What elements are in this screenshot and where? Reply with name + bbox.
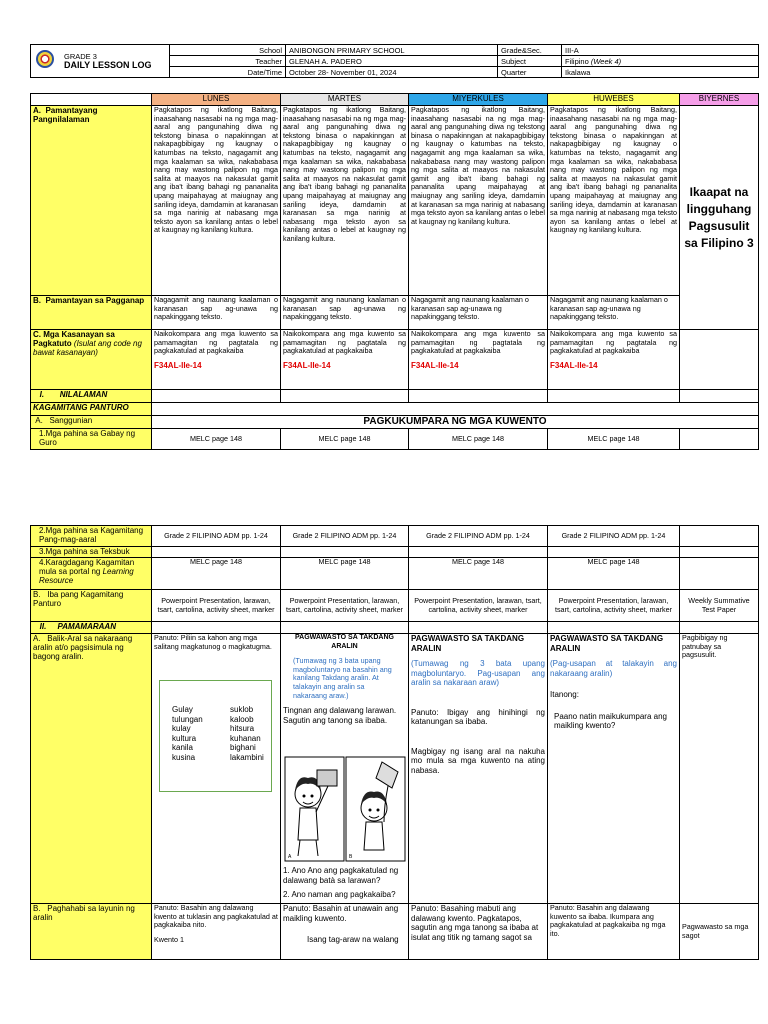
- two-kids-comic-image: [284, 756, 406, 862]
- row-label-balik-aral: A. Balik-Aral sa nakaraang aralin at/o pagsisimula ng bagong aralin.: [31, 634, 152, 904]
- lesson-table-1: [30, 93, 759, 450]
- pangnilalaman-martes: Pagkatapos ng ikatlong Baitang, inaasahang nasasabi na ng mga mag-aaral ang pangunahing diwa ng tekstong binasa o napakinngan at nakapagbibigay ng kaugnay o katumbas na teksto, nagagamit ang mga kaalaman sa wika, nakababasa nang may wastong palipon ng mga salita at maayos na nakasulat gamit ang iba't ibang bahagi ng pananalita upang maipahayag at maiugnay ang sariling ideya, damdamin at karanasan sa mga narinig at nabasang mga teksto ayon sa kanilang antas o lebel at kaugnay ng kanilang kultura.: [281, 106, 409, 296]
- lr-martes: MELC page 148: [281, 558, 409, 590]
- gabay-lunes: MELC page 148: [152, 429, 281, 450]
- balik-aral-miyerkules: PAGWAWASTO SA TAKDANG ARALIN (Tumawag ng 3 bata upang magboluntaryo. Pag-usapan ang aralin sa nakaraan araw) Panuto: Ibigay ang hinihingi ng katanungan sa ibaba. Magbigay ng isang aral na nakuha mo mula sa mga kuwento na ating nabasa.: [409, 634, 548, 904]
- row-label-paghahabi: B. Paghahabi sa layunin ng aralin: [31, 904, 152, 960]
- row-label-iba-pang-kagamitan: B. Iba pang Kagamitang Panturo: [31, 590, 152, 622]
- row-label-sanggunian: A. Sanggunian: [31, 416, 152, 429]
- words-right: suklob kaloob hitsura kuhanan bighani lakambini: [230, 705, 264, 762]
- section-pamamaraan: II. PAMAMARAAN: [31, 622, 152, 634]
- paghahabi-biyernes: Pagwawasto sa mga sagot: [680, 904, 759, 960]
- pangnilalaman-miyerkules: Pagkatapos ng ikatlong Baitang, inaasahang nasasabi na ng mga mag-aaral ang pangunahing diwa ng tekstong binasa o napakinngan at nakapagbibigay ng kaugnay o katumbas na teksto, nagagamit ang mga kaalaman sa wika, nakababasa nang may wastong palipon ng mga salita at maayos na nakasulat gamit ang iba't ibang bahagi ng pananalita upang maipahayag at maiugnay ang sariling ideya, damdamin at karanasan sa mga narinig at nabasang mga teksto ayon sa kanilang antas o lebel at kaugnay ng kanilang kultura.: [409, 106, 548, 296]
- balik-aral-lunes: Panuto: Piliin sa kahon ang mga salitang magkatunog o magkatugma. Gulay tulungan kulay kultura kanila kusina suklob kaloob hitsura kuhanan bighani lakambini: [152, 634, 281, 904]
- school-value: ANIBONGON PRIMARY SCHOOL: [286, 45, 498, 56]
- balik-aral-biyernes: Pagbibigay ng patnubay sa pagsusulit.: [680, 634, 759, 904]
- datetime-value: October 28- November 01, 2024: [286, 67, 498, 78]
- weekly-test-note: Ikaapat na lingguhang Pagsusulit sa Filipino 3: [680, 106, 759, 330]
- header-table: [30, 44, 759, 78]
- code-huwebes: F34AL-IIe-14: [550, 360, 598, 370]
- svg-text:A: A: [288, 854, 292, 860]
- grade-label: GRADE 3: [64, 52, 97, 61]
- row-label-learning-resource: 4.Karagdagang Kagamitan mula sa portal ng Learning Resource: [31, 558, 152, 590]
- materials-miyerkules: Powerpoint Presentation, larawan, tsart, cartolina, activity sheet, marker: [409, 590, 548, 622]
- code-miyerkules: F34AL-IIe-14: [411, 360, 459, 370]
- row-label-gabay-guro: 1.Mga pahina sa Gabay ng Guro: [31, 429, 152, 450]
- materials-martes: Powerpoint Presentation, larawan, tsart, cartolina, activity sheet, marker: [281, 590, 409, 622]
- lr-miyerkules: MELC page 148: [409, 558, 548, 590]
- topic-title: PAGKUKUMPARA NG MGA KUWENTO: [152, 416, 759, 429]
- kasanayan-huwebes: Naikokompara ang mga kuwento sa pamamagitan ng pagtatala ng pagkakatulad at pagkakaiba F34AL-IIe-14: [548, 330, 680, 390]
- kasanayan-lunes: Naikokompara ang mga kuwento sa pamamagitan ng pagtatala ng pagkakatulad at pagkakaiba F34AL-IIe-14: [152, 330, 281, 390]
- day-header-lunes: LUNES: [152, 94, 281, 106]
- gradesec-label: Grade&Sec.: [498, 45, 562, 56]
- day-header-martes: MARTES: [281, 94, 409, 106]
- quarter-value: Ikalawa: [562, 67, 759, 78]
- km-lunes: Grade 2 FILIPINO ADM pp. 1-24: [152, 526, 281, 547]
- kasanayan-miyerkules: Naikokompara ang mga kuwento sa pamamagitan ng pagtatala ng pagkakatulad at pagkakaiba F34AL-IIe-14: [409, 330, 548, 390]
- pagganap-miyerkules: Nagagamit ang naunang kaalaman o karanasan sap ag-unawa ng napakinggang teksto.: [409, 296, 548, 330]
- lesson-table-2: [30, 525, 759, 960]
- pangnilalaman-lunes: Pagkatapos ng ikatlong Baitang, inaasahang nasasabi na ng mga mag-aaral ang pangunahing diwa ng tekstong binasa o napakinngan at nakapagbibigay ng kaugnay o katumbas na teksto, nagagamit ang mga kaalaman sa wika, nakababasa nang may wastong palipon ng mga salita at maayos na nakasulat gamit ang iba't ibang bahagi ng pananalita upang maipahayag at maiugnay ang sariling ideya, damdamin at karanasan sa mga narinig at nabasang mga teksto ayon sa kanilang antas o lebel at kaugnay ng kanilang kultura.: [152, 106, 281, 296]
- header-title-cell: [31, 45, 170, 78]
- summative-paper: Weekly Summative Test Paper: [680, 590, 759, 622]
- paghahabi-martes: Panuto: Basahin at unawain ang maikling kuwento. Isang tag-araw na walang: [281, 904, 409, 960]
- row-label-teksbuk: 3.Mga pahina sa Teksbuk: [31, 547, 152, 558]
- gabay-miyerkules: MELC page 148: [409, 429, 548, 450]
- section-nilalaman: I. NILALAMAN: [31, 390, 152, 403]
- km-miyerkules: Grade 2 FILIPINO ADM pp. 1-24: [409, 526, 548, 547]
- corner-cell: [31, 94, 152, 106]
- svg-text:B: B: [349, 854, 353, 860]
- code-lunes: F34AL-IIe-14: [154, 360, 202, 370]
- paghahabi-miyerkules: Panuto: Basahing mabuti ang dalawang kwento. Pagkatapos, sagutin ang mga tanong sa ibaba at isulat ang titik ng tamang sagot sa: [409, 904, 548, 960]
- kasanayan-biyernes: [680, 330, 759, 390]
- code-martes: F34AL-IIe-14: [283, 360, 331, 370]
- gradesec-value: III-A: [562, 45, 759, 56]
- section-kagamitang-panturo: KAGAMITANG PANTURO: [31, 403, 152, 416]
- km-martes: Grade 2 FILIPINO ADM pp. 1-24: [281, 526, 409, 547]
- row-label-pamantayan-pagganap: B. Pamantayan sa Pagganap: [31, 296, 152, 330]
- day-header-huwebes: HUWEBES: [548, 94, 680, 106]
- subject-label: Subject: [498, 56, 562, 67]
- paghahabi-huwebes: Panuto: Basahin ang dalawang kuwento sa ibaba. Ikumpara ang pagkakatulad at pagkakaiba ng mga ito.: [548, 904, 680, 960]
- materials-lunes: Powerpoint Presentation, larawan, tsart, cartolina, activity sheet, marker: [152, 590, 281, 622]
- km-huwebes: Grade 2 FILIPINO ADM pp. 1-24: [548, 526, 680, 547]
- gabay-martes: MELC page 148: [281, 429, 409, 450]
- day-header-miyerkules: MIYERKULES: [409, 94, 548, 106]
- teacher-label: Teacher: [170, 56, 286, 67]
- balik-aral-martes: PAGWAWASTO SA TAKDANG ARALIN (Tumawag ng 3 bata upang magboluntaryo na basahin ang kanilang Takdang aralin. At talakayin ang aralin sa nakaraang araw.) Tingnan ang dalawang larawan. Sagutin ang tanong sa ibaba. A B 1. Ano Ano ang pagkakatulad ng dalawang batà sa larawan? 2. Ano naman ang pagkakaiba?: [281, 634, 409, 904]
- words-left: Gulay tulungan kulay kultura kanila kusina: [172, 705, 203, 762]
- word-box: [159, 680, 272, 792]
- lr-huwebes: MELC page 148: [548, 558, 680, 590]
- balik-aral-huwebes: PAGWAWASTO SA TAKDANG ARALIN (Pag-usapan at talakayin ang nakaraang aralin) Itanong: Paano natin maikukumpara ang maikling kwento?: [548, 634, 680, 904]
- paghahabi-lunes: Panuto: Basahin ang dalawang kwento at tuklasin ang pagkakatulad at pagkakaiba nito. Kwento 1: [152, 904, 281, 960]
- school-label: School: [170, 45, 286, 56]
- teacher-value: GLENAH A. PADERO: [286, 56, 498, 67]
- deped-seal-icon: [36, 50, 54, 68]
- doc-title: DAILY LESSON LOG: [64, 60, 152, 70]
- row-label-kasanayan: C. Mga Kasanayan sa Pagkatuto (Isulat ang code ng bawat kasanayan): [31, 330, 152, 390]
- subject-value: Filipino (Week 4): [562, 56, 759, 67]
- gabay-huwebes: MELC page 148: [548, 429, 680, 450]
- pagganap-martes: Nagagamit ang naunang kaalaman o karanasan sap ag-unawa ng napakinggang teksto.: [281, 296, 409, 330]
- row-label-pamantayang-pangnilalaman: A. Pamantayang Pangnilalaman: [31, 106, 152, 296]
- materials-huwebes: Powerpoint Presentation, larawan, tsart, cartolina, activity sheet, marker: [548, 590, 680, 622]
- pangnilalaman-huwebes: Pagkatapos ng ikatlong Baitang, inaasahang nasasabi na ng mga mag-aaral ang pangunahing diwa ng tekstong binasa o napakinngan at nakapagbibigay ng kaugnay o katumbas na teksto, nagagamit ang mga kaalaman sa wika, nakababasa nang may wastong palipon ng mga salita at maayos na nakasulat gamit ang iba't ibang bahagi ng pananalita upang maipahayag at maiugnay ang sariling ideya, damdamin at karanasan sa mga narinig at nabasang mga teksto ayon sa kanilang antas o lebel at kaugnay ng kanilang kultura.: [548, 106, 680, 296]
- lr-lunes: MELC page 148: [152, 558, 281, 590]
- pagganap-lunes: Nagagamit ang naunang kaalaman o karanasan sap ag-unawa ng napakinggang teksto.: [152, 296, 281, 330]
- kasanayan-martes: Naikokompara ang mga kuwento sa pamamagitan ng pagtatala ng pagkakatulad at pagkakaiba F34AL-IIe-14: [281, 330, 409, 390]
- datetime-label: Date/Time: [170, 67, 286, 78]
- quarter-label: Quarter: [498, 67, 562, 78]
- day-header-biyernes: BIYERNES: [680, 94, 759, 106]
- row-label-kagamitang-mag-aaral: 2.Mga pahina sa Kagamitang Pang-mag-aaral: [31, 526, 152, 547]
- pagganap-huwebes: Nagagamit ang naunang kaalaman o karanasan sap ag-unawa ng napakinggang teksto.: [548, 296, 680, 330]
